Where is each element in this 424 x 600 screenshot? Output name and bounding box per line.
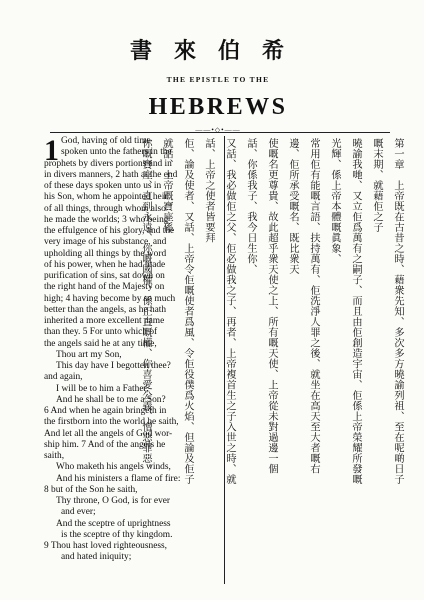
english-line: of these days spoken unto us in	[44, 181, 162, 191]
english-line: inherited a more excellent name	[44, 316, 165, 326]
english-line: very image of his substance, and	[44, 237, 167, 248]
english-line: is the sceptre of thy kingdom.	[61, 529, 173, 540]
english-line: I will be to him a Father,	[56, 383, 149, 394]
english-line: God, having of old time	[61, 136, 151, 146]
english-line: Who maketh his angels winds,	[56, 462, 171, 473]
top-rule	[50, 132, 390, 133]
english-line: the effulgence of his glory, and the	[44, 226, 175, 236]
english-line: purification of sins, sat down on	[44, 271, 165, 281]
chinese-title: 書來伯希	[129, 39, 306, 64]
english-line: And the sceptre of uprightness	[56, 518, 171, 529]
english-line: ship him. 7 And of the angels he	[44, 439, 166, 450]
chinese-column: 曉諭我哋、又立佢爲萬有之嗣子、而且由佢創造宇宙、佢係上帝榮耀所發嘅光輝、係上帝本體嘅眞象、	[329, 138, 361, 485]
english-line: Thou art my Son,	[56, 349, 122, 360]
english-line: upholding all things by the word	[44, 248, 167, 259]
english-line: better than the angels, as he hath	[44, 304, 167, 315]
english-line: 8 but of the Son he saith,	[44, 484, 138, 495]
page	[22, 8, 414, 592]
english-line: of all things, through whom also	[44, 203, 166, 214]
english-line: and hated iniquity;	[61, 552, 132, 563]
english-line: high; 4 having become by so much	[44, 293, 176, 304]
english-line: prophets by divers portions and in	[44, 158, 172, 169]
chinese-columns	[135, 138, 408, 488]
english-line: he made the worlds; 3 who being	[44, 214, 169, 225]
english-line: than they. 5 For unto which of	[44, 327, 158, 338]
chinese-column: 又話、我必做佢之父、佢必做我之子、再者、上帝複首生之子入世之時、就話、上帝之使者皆要拜	[203, 138, 235, 485]
chinese-column: 使嘅名更尊貴、故此超乎衆天使之上、所有嘅天使、上帝從未對過邊一個話、你係我子、我今日生你、	[245, 138, 277, 474]
english-line: Thy throne, O God, is for ever	[56, 496, 171, 506]
english-line: the angels said he at any time,	[44, 338, 157, 349]
drop-cap-verse-number: 1	[44, 134, 59, 167]
english-line: his Son, whom he appointed heir	[44, 192, 168, 203]
english-line: and again,	[44, 372, 83, 383]
english-line: 9 Thou hast loved righteousness,	[44, 541, 167, 551]
english-line: And let all the angels of God wor-	[44, 428, 173, 439]
english-line: the firstborn into the world he saith,	[44, 417, 179, 428]
english-line: And his ministers a flame of fire:	[56, 473, 181, 484]
book-title: HEBREWS	[148, 94, 288, 120]
title-ornament: ——•◇•——	[195, 126, 241, 134]
english-line: This day have I begotten thee?	[56, 361, 171, 371]
english-line: of his power, when he had made	[44, 259, 166, 270]
chinese-column: 常用佢有能嘅言語、扶持萬有、佢洗淨人罪之後、就坐在高天至大者嘅右邊、佢所承受嘅名、既比衆天	[287, 138, 319, 474]
english-line: And he shall be to me a Son?	[56, 394, 166, 405]
subtitle: THE EPISTLE TO THE	[166, 75, 270, 84]
english-line: spoken unto the fathers in the	[61, 147, 172, 158]
chinese-column: 第一章 上帝既在古昔之時、藉衆先知、多次多方曉諭列祖、至在呢啲日子嘅末期、就藉佢之子	[371, 138, 403, 485]
english-line: in divers manners, 2 hath at the end	[44, 169, 178, 180]
chinese-column: 佢、論及使者、又話、上帝令佢嘅使者爲風、令佢役僕爲火焰、但論及佢子就話、上帝嘅寶座係	[161, 138, 193, 485]
english-line: the right hand of the Majesty on	[44, 282, 165, 293]
english-line: and ever;	[61, 507, 96, 518]
english-line: 6 And when he again bringeth in	[44, 406, 167, 416]
english-line: saith,	[44, 451, 65, 461]
chinese-column: 你嘅寶座、直到永遠、你嘅國權、係正直嘅權、你喜愛公義、憎惡罪惡、	[140, 138, 151, 474]
chinese-text	[140, 138, 408, 488]
